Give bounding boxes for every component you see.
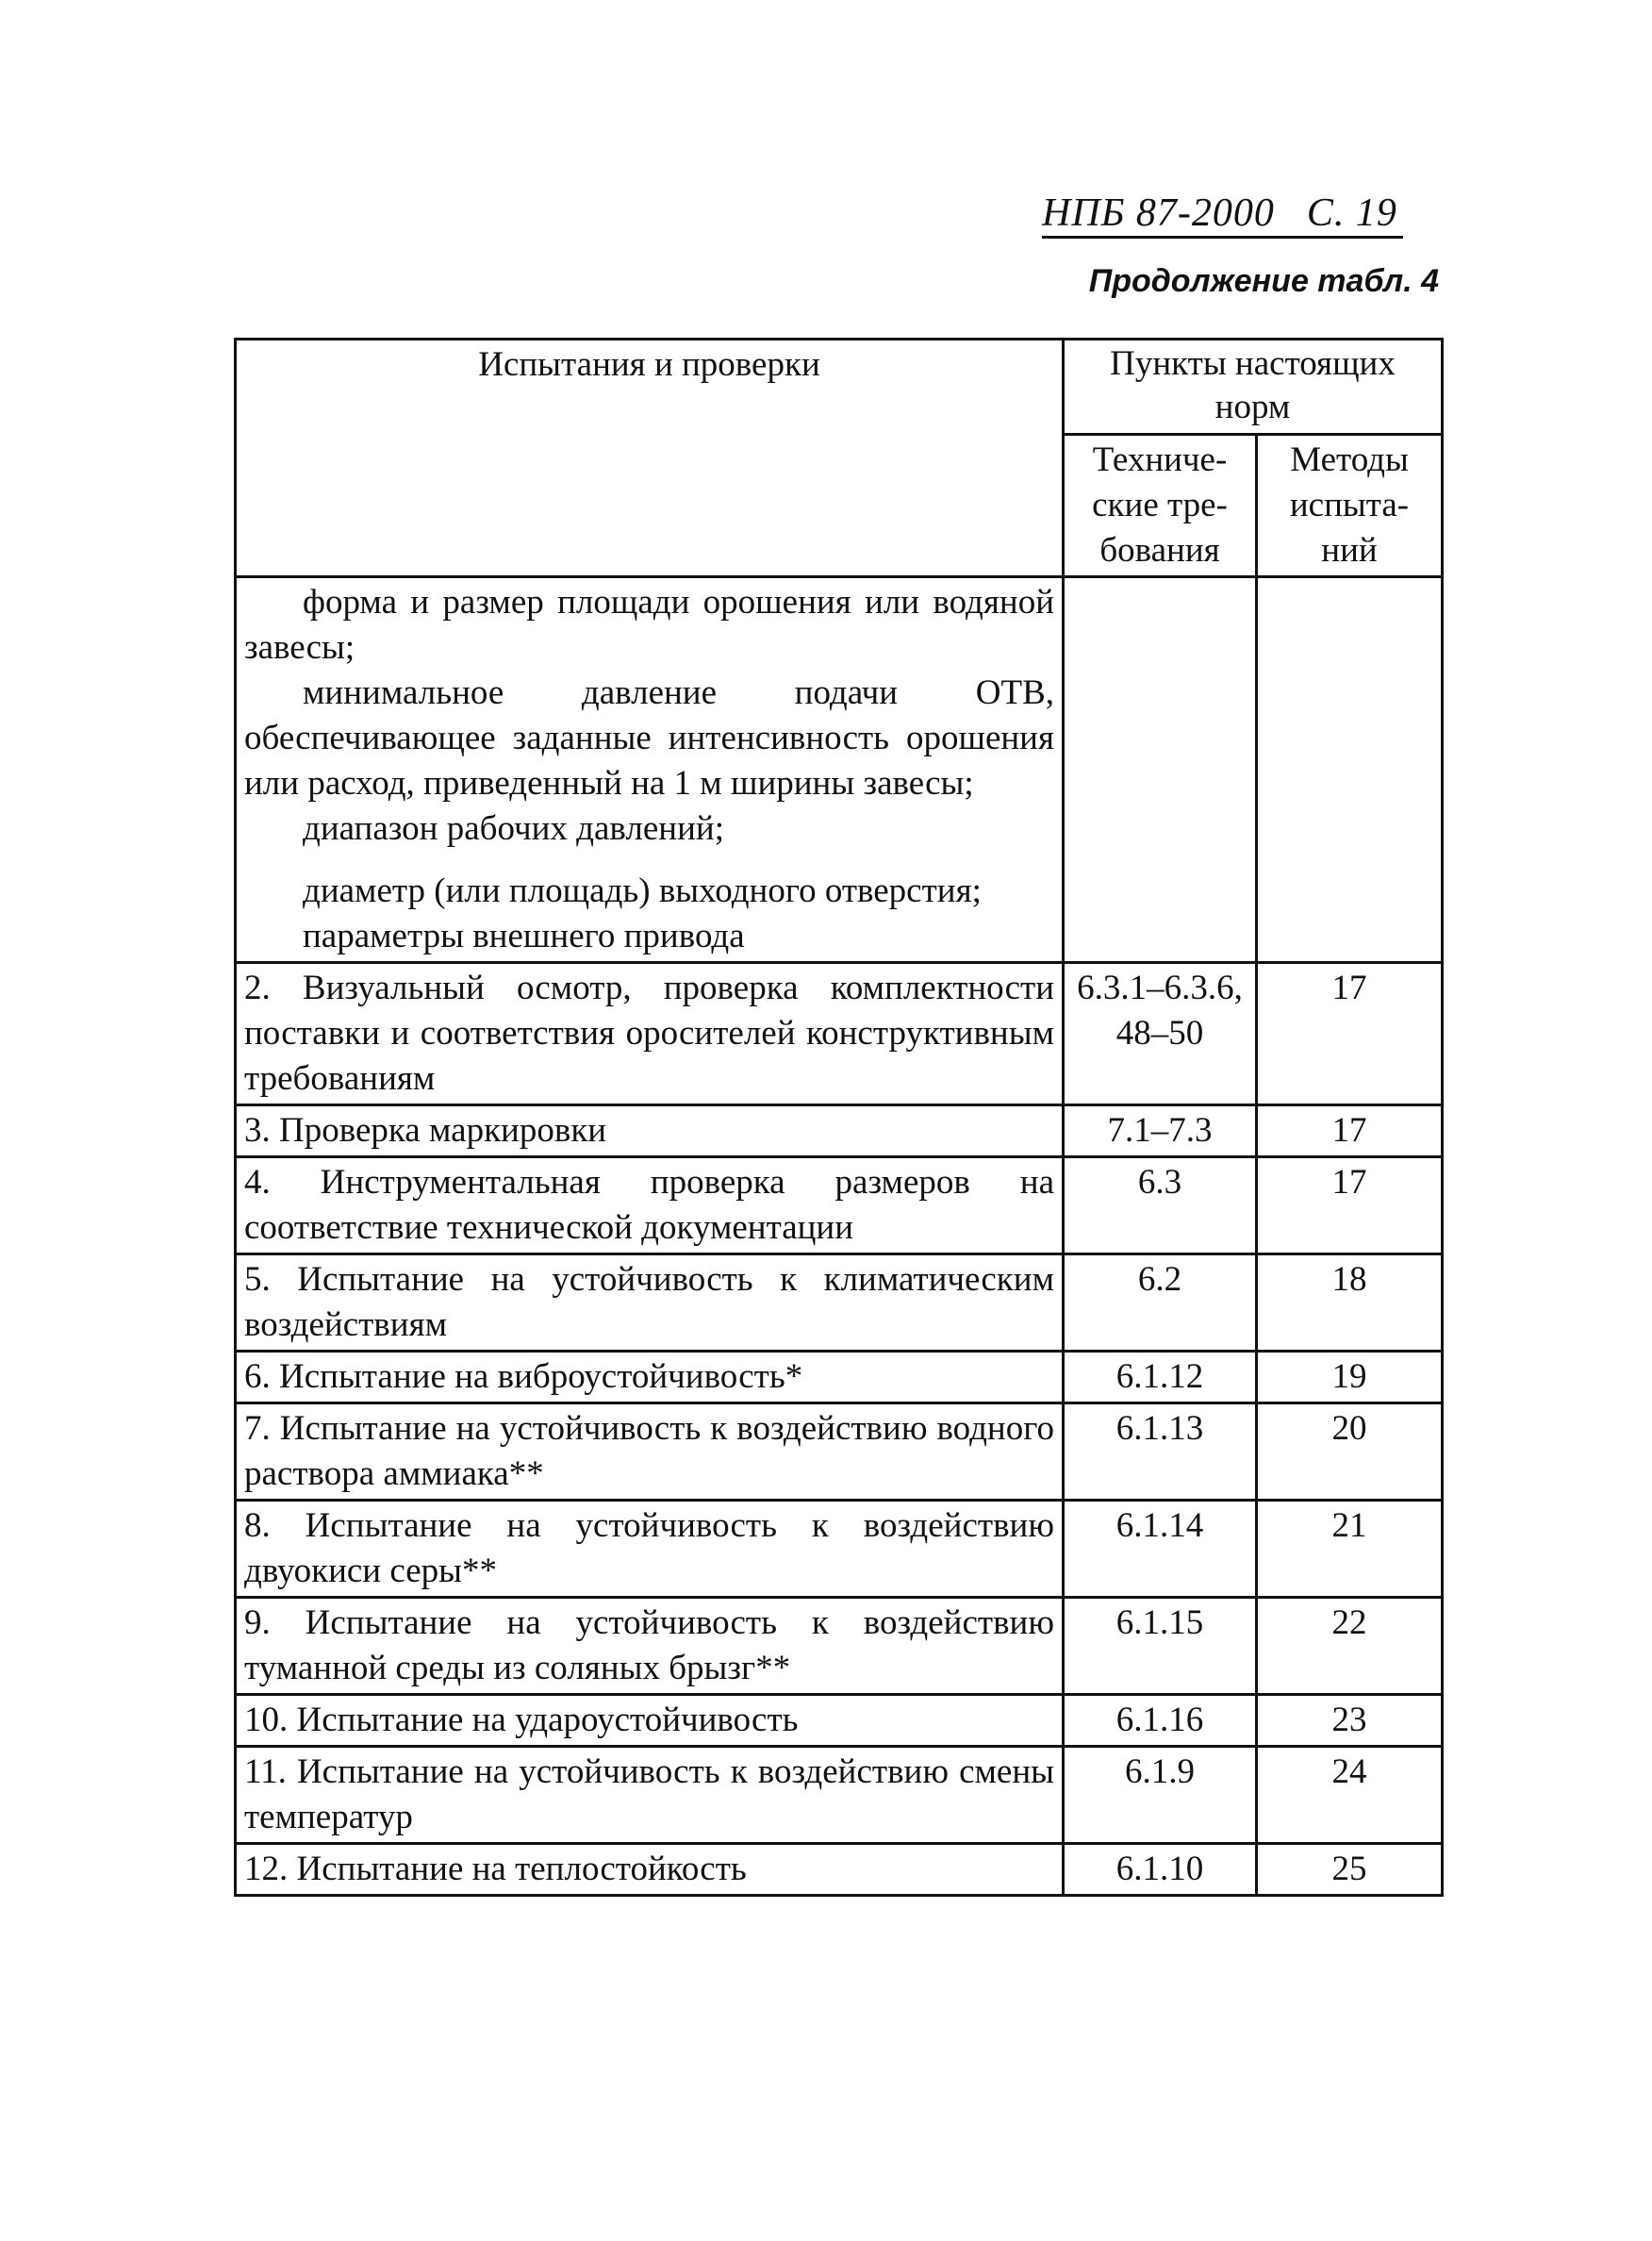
test-description-cell: 3. Проверка маркировки <box>236 1105 1064 1157</box>
table-row <box>236 1844 1443 1896</box>
table-row <box>236 1105 1443 1157</box>
tech-requirement-cell: 6.1.12 <box>1064 1352 1257 1403</box>
test-method-cell: 17 <box>1257 1105 1443 1157</box>
intro-item: параметры внешнего привода <box>303 917 745 955</box>
intro-tech-cell <box>1064 577 1257 963</box>
tech-requirement-cell: 6.1.9 <box>1064 1747 1257 1844</box>
table-continuation-label: Продолжение табл. 4 <box>1088 263 1439 299</box>
test-method-cell: 18 <box>1257 1254 1443 1352</box>
table-row <box>236 1254 1443 1352</box>
table-row <box>236 963 1443 1105</box>
test-method-cell: 20 <box>1257 1403 1443 1501</box>
test-method-cell: 19 <box>1257 1352 1443 1403</box>
tech-requirement-cell: 6.3.1–6.3.6, 48–50 <box>1064 963 1257 1105</box>
table-row <box>236 1352 1443 1403</box>
tech-requirement-cell: 6.1.10 <box>1064 1844 1257 1896</box>
tech-requirement-cell: 6.1.16 <box>1064 1695 1257 1747</box>
intro-cell <box>236 577 1064 963</box>
tech-requirement-cell: 6.3 <box>1064 1157 1257 1254</box>
test-description-cell: 12. Испытание на теплостойкость <box>236 1844 1064 1896</box>
test-method-cell: 17 <box>1257 963 1443 1105</box>
test-description-cell: 10. Испытание на удароустойчивость <box>236 1695 1064 1747</box>
column-header-tech: Техниче-ские тре-бования <box>1064 435 1257 577</box>
table-row <box>236 1157 1443 1254</box>
test-description-cell: 4. Инструментальная проверка размеров на соответствие технической документации <box>236 1157 1064 1254</box>
test-method-cell: 22 <box>1257 1598 1443 1695</box>
page-header <box>1042 191 1403 239</box>
column-header-methods: Методы испыта-ний <box>1257 435 1443 577</box>
page-number: С. 19 <box>1306 191 1397 235</box>
tech-requirement-cell: 6.1.14 <box>1064 1501 1257 1598</box>
tech-requirement-cell: 6.1.15 <box>1064 1598 1257 1695</box>
tech-requirement-cell: 6.1.13 <box>1064 1403 1257 1501</box>
test-description-cell: 5. Испытание на устойчивость к климатическим воздействиям <box>236 1254 1064 1352</box>
table-row <box>236 1747 1443 1844</box>
test-method-cell: 17 <box>1257 1157 1443 1254</box>
test-description-cell: 6. Испытание на виброустойчивость* <box>236 1352 1064 1403</box>
column-header-group: Пункты настоящих норм <box>1064 340 1443 435</box>
intro-item: минимальное давление подачи ОТВ, обеспечивающее заданные интенсивность орошения или расход, приведенный на 1 м ширины завесы; <box>244 673 1054 803</box>
intro-methods-cell <box>1257 577 1443 963</box>
column-header-tests: Испытания и проверки <box>236 340 1064 577</box>
tech-requirement-cell: 6.2 <box>1064 1254 1257 1352</box>
table-row <box>236 1501 1443 1598</box>
intro-item: диапазон рабочих давлений; <box>303 809 724 848</box>
table-row <box>236 1695 1443 1747</box>
tests-table <box>234 338 1444 1897</box>
intro-item: форма и размер площади орошения или водяной завесы; <box>244 583 1054 667</box>
test-description-cell: 8. Испытание на устойчивость к воздействию двуокиси серы** <box>236 1501 1064 1598</box>
header-row <box>236 340 1443 435</box>
document-code: НПБ 87-2000 <box>1042 191 1275 235</box>
intro-item: диаметр (или площадь) выходного отверстия; <box>303 872 982 910</box>
table-row <box>236 1598 1443 1695</box>
tech-requirement-cell: 7.1–7.3 <box>1064 1105 1257 1157</box>
test-description-cell: 7. Испытание на устойчивость к воздействию водного раствора аммиака** <box>236 1403 1064 1501</box>
test-description-cell: 11. Испытание на устойчивость к воздействию смены температур <box>236 1747 1064 1844</box>
table-row <box>236 1403 1443 1501</box>
test-description-cell: 2. Визуальный осмотр, проверка комплектности поставки и соответствия оросителей конструктивным требованиям <box>236 963 1064 1105</box>
test-description-cell: 9. Испытание на устойчивость к воздействию туманной среды из соляных брызг** <box>236 1598 1064 1695</box>
test-method-cell: 21 <box>1257 1501 1443 1598</box>
test-method-cell: 25 <box>1257 1844 1443 1896</box>
test-method-cell: 23 <box>1257 1695 1443 1747</box>
test-method-cell: 24 <box>1257 1747 1443 1844</box>
table-row-intro <box>236 577 1443 963</box>
